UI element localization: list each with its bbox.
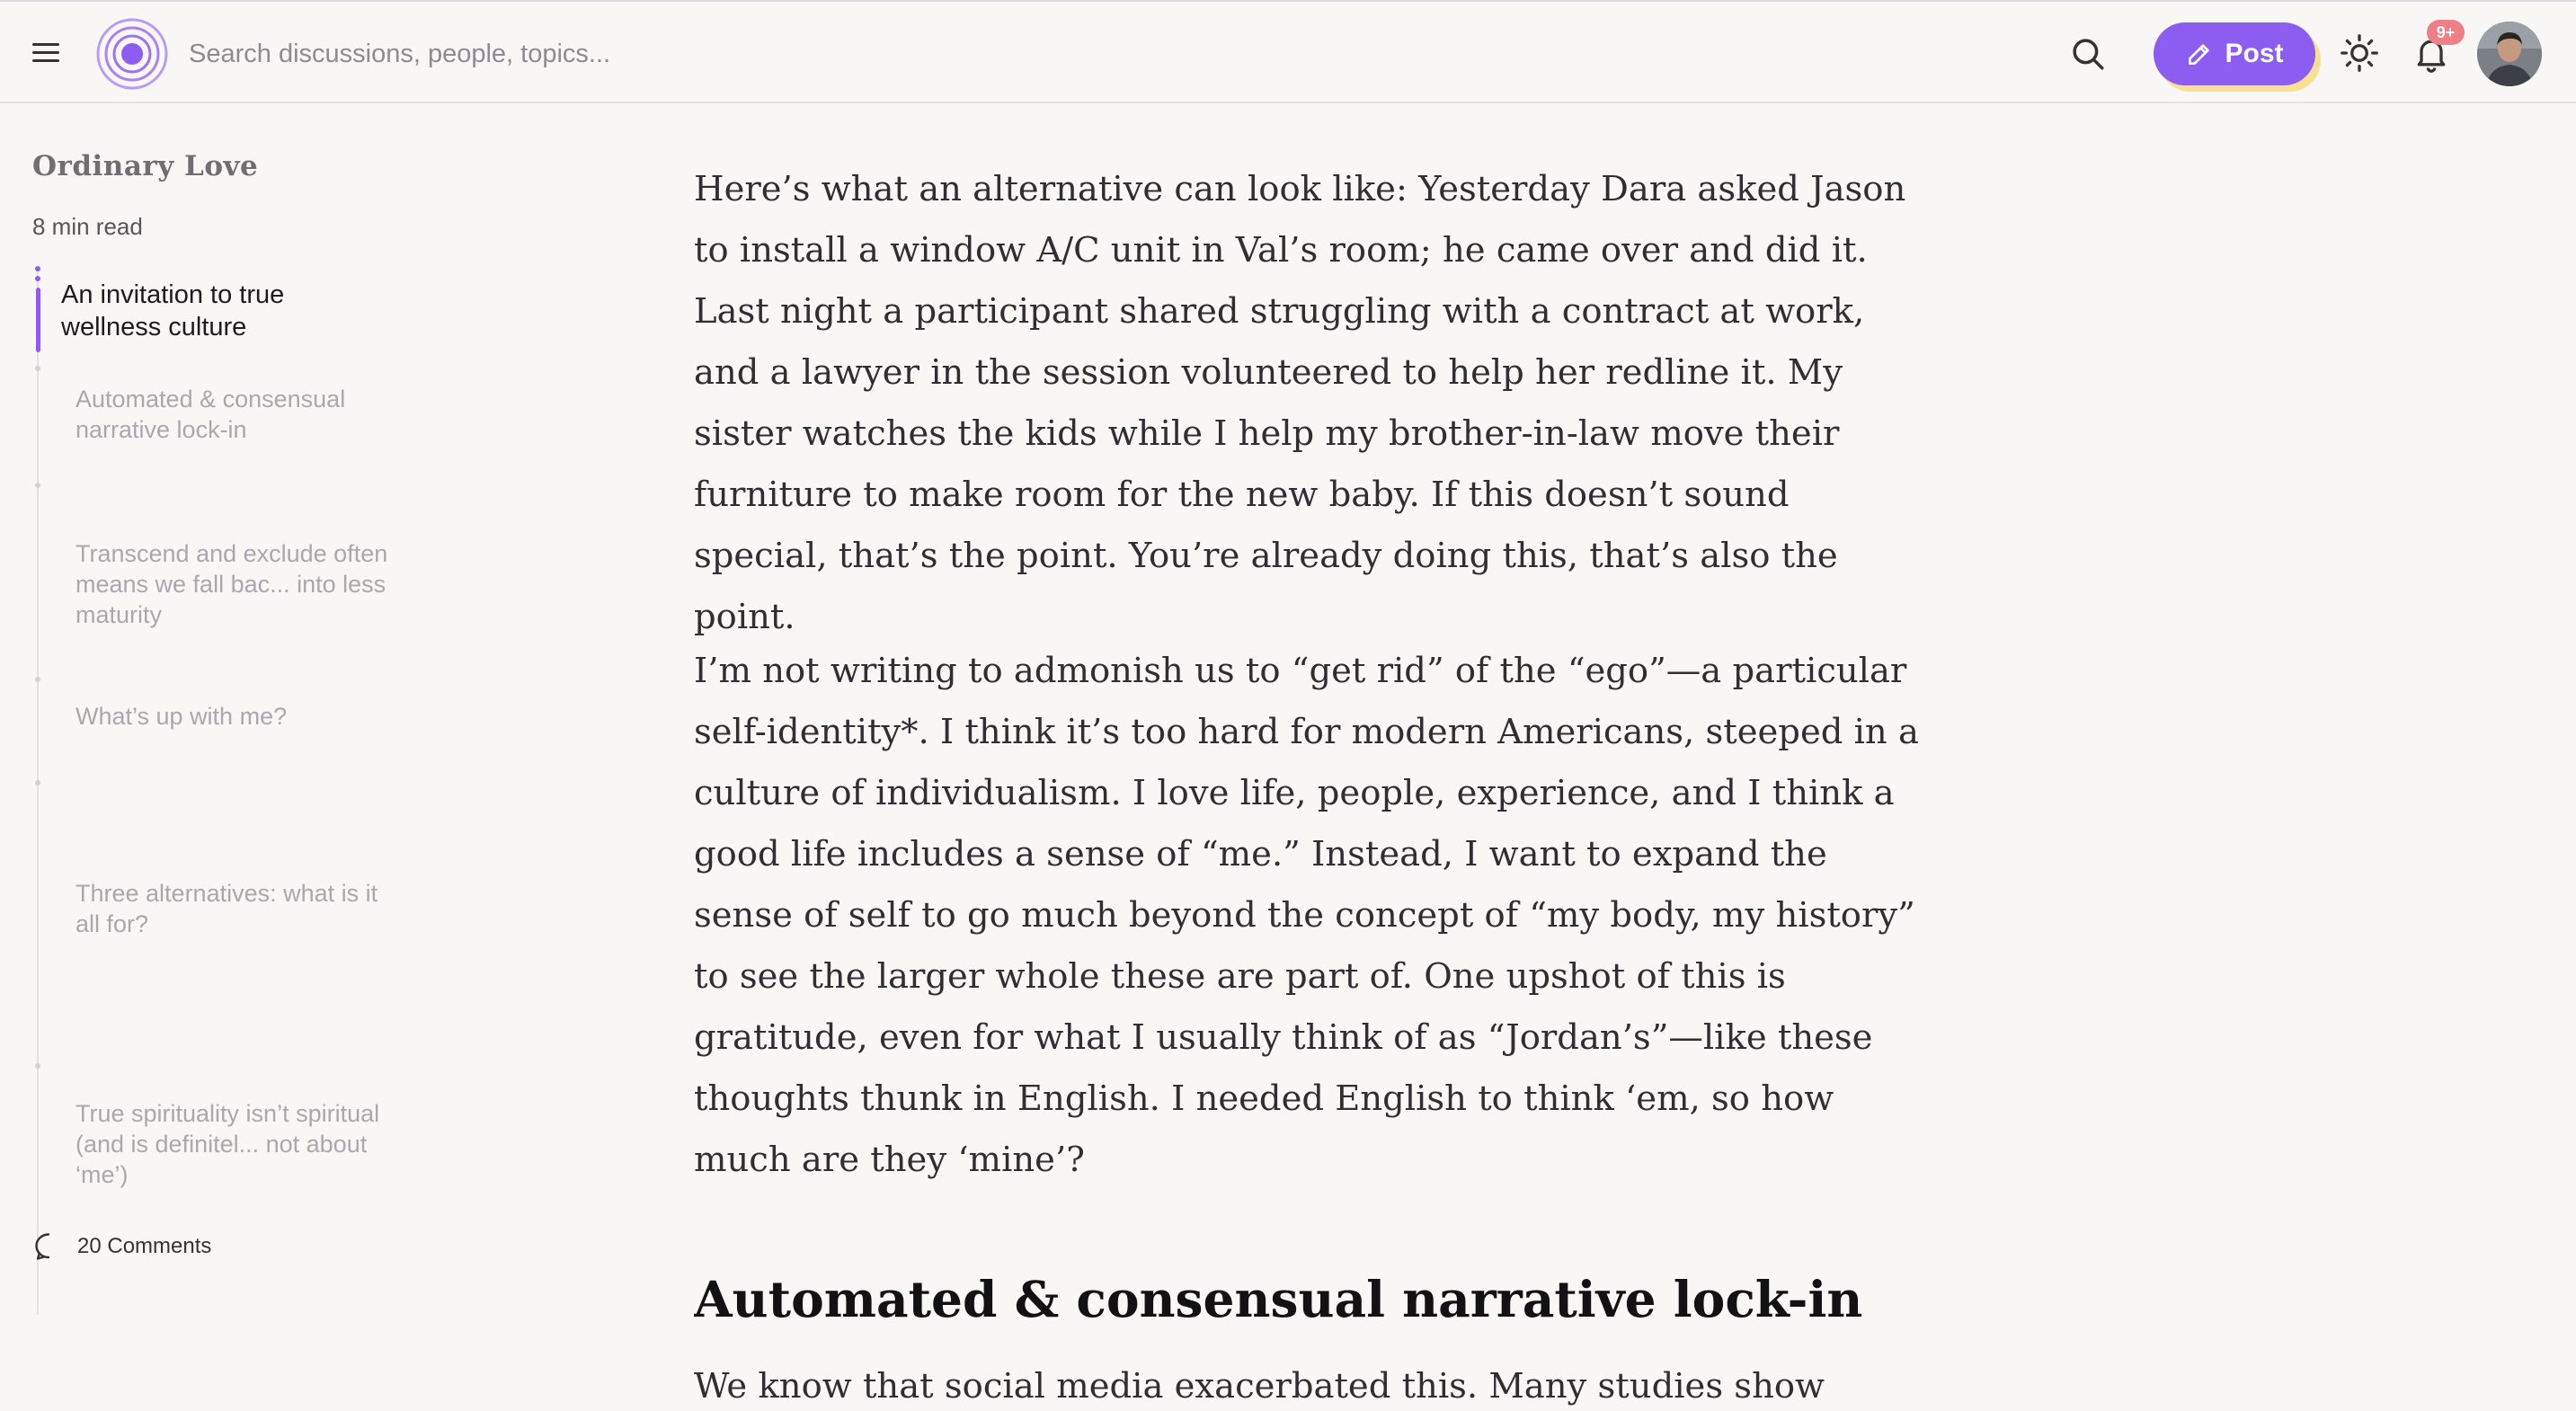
toc-marker	[35, 780, 40, 785]
post-button-label: Post	[2225, 39, 2284, 68]
toc-marker	[35, 677, 40, 682]
toc-marker	[35, 276, 40, 281]
toc-item-three-alternatives[interactable]: Three alternatives: what is it all for?	[76, 880, 378, 937]
toc-item-invitation[interactable]: An invitation to true wellness culture	[61, 280, 285, 342]
article-title: Ordinary Love	[32, 150, 259, 182]
toc-item-true-spirituality[interactable]: True spirituality isn’t spiritual (and is definitel... not about ‘me’)	[76, 1100, 380, 1188]
toc-marker	[35, 266, 40, 271]
toc-marker	[35, 366, 40, 371]
toc-item-narrative-lock-in[interactable]: Automated & consensual narrative lock-in	[76, 386, 346, 443]
concentric-circles-logo[interactable]	[95, 17, 169, 91]
top-bar	[0, 0, 2576, 103]
search-input[interactable]	[189, 29, 1088, 79]
pencil-icon	[2185, 40, 2214, 68]
toc-item-transcend-exclude[interactable]: Transcend and exclude often means we fall bac... into less maturity	[76, 540, 388, 628]
toc-item-whats-up[interactable]: What’s up with me?	[76, 703, 288, 730]
article-paragraph: We know that social media exacerbated this. Many studies show	[694, 1366, 1825, 1407]
avatar[interactable]	[2477, 22, 2542, 86]
article-paragraph: Here’s what an alternative can look like: Yesterday Dara asked Jason to install a window A/C unit in Val’s room; he came over and did it. Last night a participant shared struggling with a contract at work, and a lawyer in the session volunteered to help her redline it. My sister watches the kids while I help my brother-in-law move their furniture to make room for the new baby. If this doesn’t sound special, that’s the point. You’re already doing this, that’s also the point.	[694, 169, 1906, 637]
comments-link[interactable]	[32, 1230, 211, 1263]
article-paragraph: I’m not writing to admonish us to “get rid” of the “ego”—a particular self-identity*. I think it’s too hard for modern Americans, steeped in a culture of individualism. I love life, people, experience, and I think a good life includes a sense of “me.” Instead, I want to expand the sense of self to go much beyond the concept of “my body, my history” to see the larger whole these are part of. One upshot of this is gratitude, even for what I usually think of as “Jordan’s”—like these thoughts thunk in English. I needed English to think ‘em, so how much are they ‘mine’?	[694, 651, 1919, 1180]
comment-bubble-icon	[32, 1230, 65, 1263]
section-heading: Automated & consensual narrative lock-in	[694, 1270, 1863, 1328]
toc-active-indicator	[36, 288, 40, 352]
toc-marker	[35, 483, 40, 488]
read-time: 8 min read	[32, 213, 143, 240]
table-of-contents-sidebar	[0, 105, 422, 1411]
sun-icon[interactable]	[2340, 33, 2379, 73]
toc-marker	[35, 1063, 40, 1069]
comments-count: 20 Comments	[77, 1234, 212, 1258]
search-icon[interactable]	[2069, 35, 2107, 73]
post-button[interactable]	[2154, 22, 2315, 85]
hamburger-menu-icon[interactable]	[32, 38, 68, 68]
article-body	[694, 105, 1952, 1411]
notification-badge: 9+	[2427, 20, 2465, 45]
toc-rail	[37, 267, 39, 1315]
